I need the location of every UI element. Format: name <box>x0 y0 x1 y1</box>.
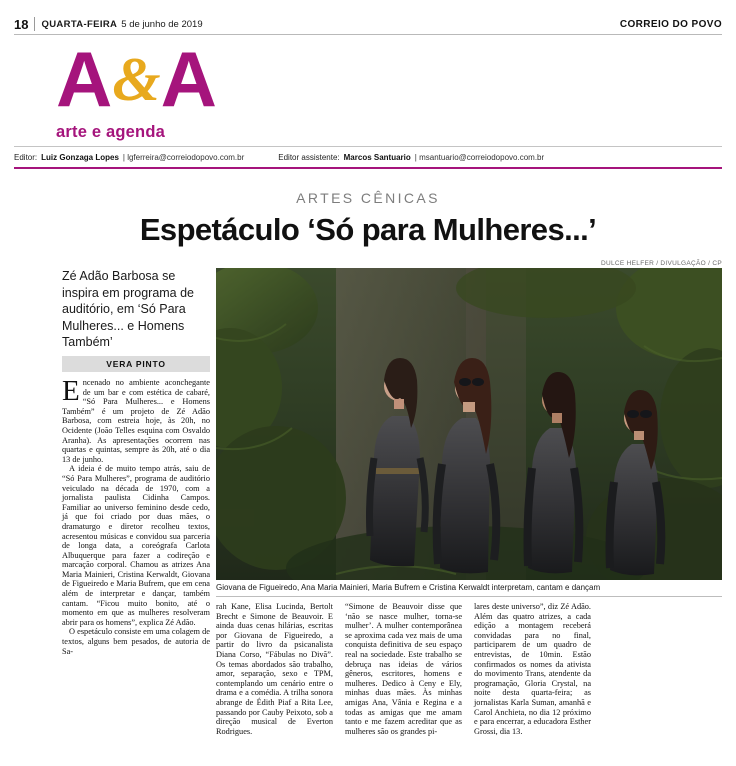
article-byline: VERA PINTO <box>62 356 210 372</box>
body-column-4 <box>474 602 591 736</box>
article-photo <box>216 268 722 580</box>
page-number: 18 <box>14 16 29 32</box>
editors-divider-top <box>14 146 722 147</box>
body-paragraph: lares deste universo”, diz Zé Adão. Além das quatro atrizes, a cada edição a montagem receberá convidadas para no final, participarem de um quadro de entrevistas, de 10min. Estão confirmados os nomes da ativista do movimento Trans, atendente da programação, Gloria Crystal, na noite desta quarta-feira; as jornalistas Karla Suman, amanhã e Carol Anchieta, no dia 12 próximo e para encerrar, a educadora Esther Grossi, dia 13. <box>474 602 591 736</box>
assistant-email[interactable]: | msantuario@correiodopovo.com.br <box>414 152 545 162</box>
assistant-label: Editor assistente: <box>278 152 340 162</box>
body-paragraph: O espetáculo consiste em uma colagem de textos, alguns bem pesados, de autoria de Sa- <box>62 627 210 656</box>
photo-credit: DULCE HELFER / DIVULGAÇÃO / CP <box>601 260 722 267</box>
caption-divider <box>216 596 722 597</box>
section-logo <box>56 35 386 142</box>
article-kicker: ARTES CÊNICAS <box>296 190 440 206</box>
publication-name: CORREIO DO POVO <box>619 18 722 30</box>
editor-label: Editor: <box>14 152 38 162</box>
top-divider <box>14 34 722 35</box>
photo-caption: Giovana de Figueiredo, Ana Maria Mainieri, Maria Bufrem e Cristina Kerwaldt interpretam, cantam e dançam <box>216 583 601 592</box>
editors-divider-bottom <box>14 167 722 169</box>
logo-letter-a1: A <box>56 35 111 123</box>
folio-divider <box>34 17 35 31</box>
weekday-label: QUARTA-FEIRA <box>41 18 118 30</box>
logo-letters <box>56 35 386 123</box>
body-paragraph: rah Kane, Elisa Lucinda, Bertolt Brecht e Simone de Beauvoir. E ainda duas cenas hilárias, escritas por Giovana de Figueiredo, a partir do livro da psicanalista Diana Corso, “Fábulas no Divã”. Os temas abordados são trabalho, amor, separação, sexo e TPM, contemplando um cenário entre o drama e a comédia. A trilha sonora abrange de Édith Piaf a Rita Lee, passando por Cauby Peixoto, sob a direção musical de Everton Rodrigues. <box>216 602 333 736</box>
body-paragraph: “Simone de Beauvoir disse que ‘não se nasce mulher, torna-se mulher’. A mulher contemporânea se aproxima cada vez mais de uma conquista definitiva de seu espaço real na sociedade. Este trabalho se debruça nas ideias de vários gêneros, escritores, homens e mulheres. Dedico à Ceny e Ely, minhas duas mães. Às minhas amigas Ana, Vânia e Regina e a todas as amigas que me amam tanto e me fazem acreditar que as mulheres são os grandes pi- <box>345 602 462 736</box>
logo-ampersand: & <box>112 46 159 114</box>
dropcap: E <box>62 375 80 407</box>
body-column-1 <box>62 375 210 656</box>
editors-strip <box>14 150 722 164</box>
page-topbar <box>0 14 736 34</box>
body-paragraph: ncenado no ambiente aconchegante de um bar e com estética de cabaré, “Só Para Mulheres... e Homens Também” é um projeto de Zé Adão Barbosa, com estreia hoje, às 20h, no Ocidente (João Telles esquina com Osvaldo Aranha). As apresentações ocorrem nas quartas e quintas, sempre às 20h, até o dia 13 de junho. <box>62 378 210 464</box>
body-paragraph: A ideia é de muito tempo atrás, saiu de “Só Para Mulheres”, programa de auditório veiculado na década de 1970, com a jornalista paulista Cidinha Campos. Familiar ao universo feminino desde cedo, já que foi criado por duas mães, o dramaturgo e diretor recolheu textos, acresentou músicas e convidou sua parceria de longa data, a coreógrafa Carlota Albuquerque para fazer a codireção e marcação corporal. Chamou as atrizes Ana Maria Mainieri, Cristina Kerwaldt, Giovana de Figueiredo e Maria Bufrem, que em cena além de interpretar e dançar, também cantam. “Ficou muito bonito, até o momento em que as mulheres resolveram abrir para os homens”, explica Zé Adão. <box>62 464 210 627</box>
body-column-3 <box>345 602 462 736</box>
logo-letter-a2: A <box>160 35 215 123</box>
editor-name: Luiz Gonzaga Lopes <box>41 152 119 162</box>
article-headline: Espetáculo ‘Só para Mulheres...’ <box>139 212 597 247</box>
body-column-2 <box>216 602 333 736</box>
date-label: 5 de junho de 2019 <box>121 18 203 30</box>
assistant-name: Marcos Santuario <box>343 152 411 162</box>
editor-email[interactable]: | lgferreira@correiodopovo.com.br <box>122 152 245 162</box>
logo-subtitle: arte e agenda <box>56 123 165 141</box>
article-deck: Zé Adão Barbosa se inspira em programa de auditório, em ‘Só Para Mulheres... e Homens Também’ <box>62 269 195 349</box>
